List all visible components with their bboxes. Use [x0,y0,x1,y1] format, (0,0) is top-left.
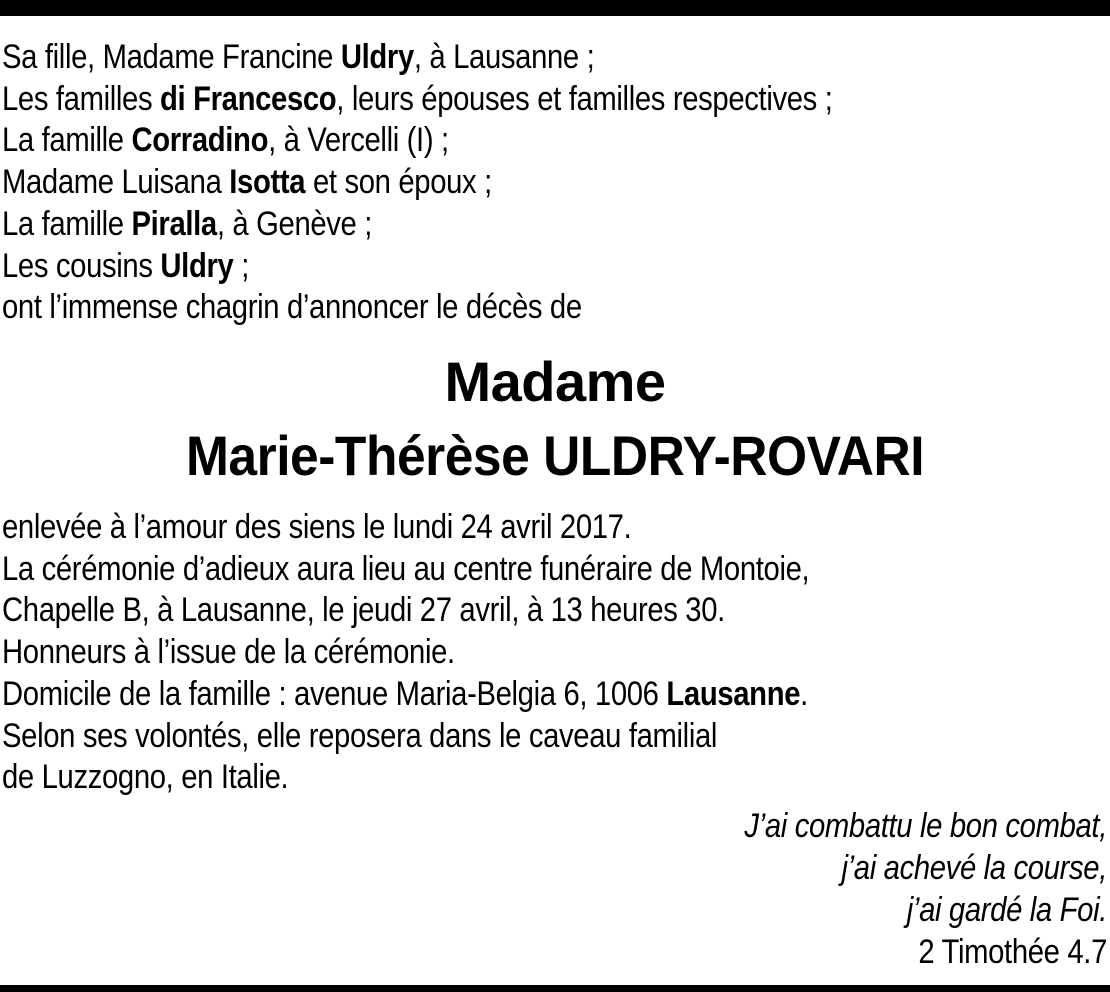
mourner-surname: Isotta [229,163,306,202]
verse-line: j’ai gardé la Foi. [906,891,1107,929]
mourner-text: La famille [2,204,132,243]
address-text: . [800,674,808,713]
deceased-name: Marie-Thérèse ULDRY-ROVARI [185,424,925,487]
mourner-surname: Uldry [160,246,234,285]
mourner-surname: di Francesco [160,79,337,118]
mourner-text: La famille [2,121,132,160]
mourner-line [2,246,948,288]
mourner-line [2,79,948,121]
address-city: Lausanne [666,674,801,713]
mourner-surname: Uldry [340,38,414,76]
details-line: Chapelle B, à Lausanne, le jeudi 27 avril, à 13 heures 30. [2,591,725,630]
mourner-text: ; [233,246,250,285]
mourner-text: , à Genève ; [216,204,373,243]
bottom-rule [0,985,1110,992]
details-line: enlevée à l’amour des siens le lundi 24 avril 2017. [2,508,632,546]
verse-line: j’ai achevé la course, [841,849,1107,887]
deceased-name-block [0,345,1110,493]
mourner-line [2,37,948,79]
mourners-list [2,37,948,329]
verse-line: J’ai combattu le bon combat, [744,807,1107,845]
address-text: Domicile de la famille : avenue Maria-Belgia 6, 1006 [2,674,667,713]
mourner-text: Sa fille, Madame Francine [2,38,341,76]
mourner-surname: Piralla [131,204,217,243]
mourner-text: , à Vercelli (I) ; [268,121,449,160]
mourner-text: Madame Luisana [2,163,230,202]
details-line: Selon ses volontés, elle reposera dans le caveau familial [2,716,718,755]
ceremony-details [2,507,948,799]
details-line: de Luzzogno, en Italie. [2,758,289,797]
details-line: Honneurs à l’issue de la cérémonie. [2,633,455,672]
mourner-text: et son époux ; [305,163,492,202]
mourner-line [2,120,948,162]
bible-verse [505,805,1107,973]
details-line: La cérémonie d’adieux aura lieu au centre funéraire de Montoie, [2,549,810,588]
verse-reference: 2 Timothée 4.7 [918,933,1107,971]
mourner-text: Les familles [2,79,161,118]
top-rule [0,0,1110,16]
family-address-line [2,674,948,716]
announcement-text: ont l’immense chagrin d’annoncer le décès de [2,288,582,327]
mourner-surname: Corradino [131,121,269,160]
mourner-text: , leurs épouses et familles respectives ; [336,79,833,118]
deceased-title: Madame [444,350,666,413]
mourner-line [2,162,948,204]
mourner-line [2,204,948,246]
mourner-text: , à Lausanne ; [413,38,595,76]
mourner-text: Les cousins [2,246,161,285]
